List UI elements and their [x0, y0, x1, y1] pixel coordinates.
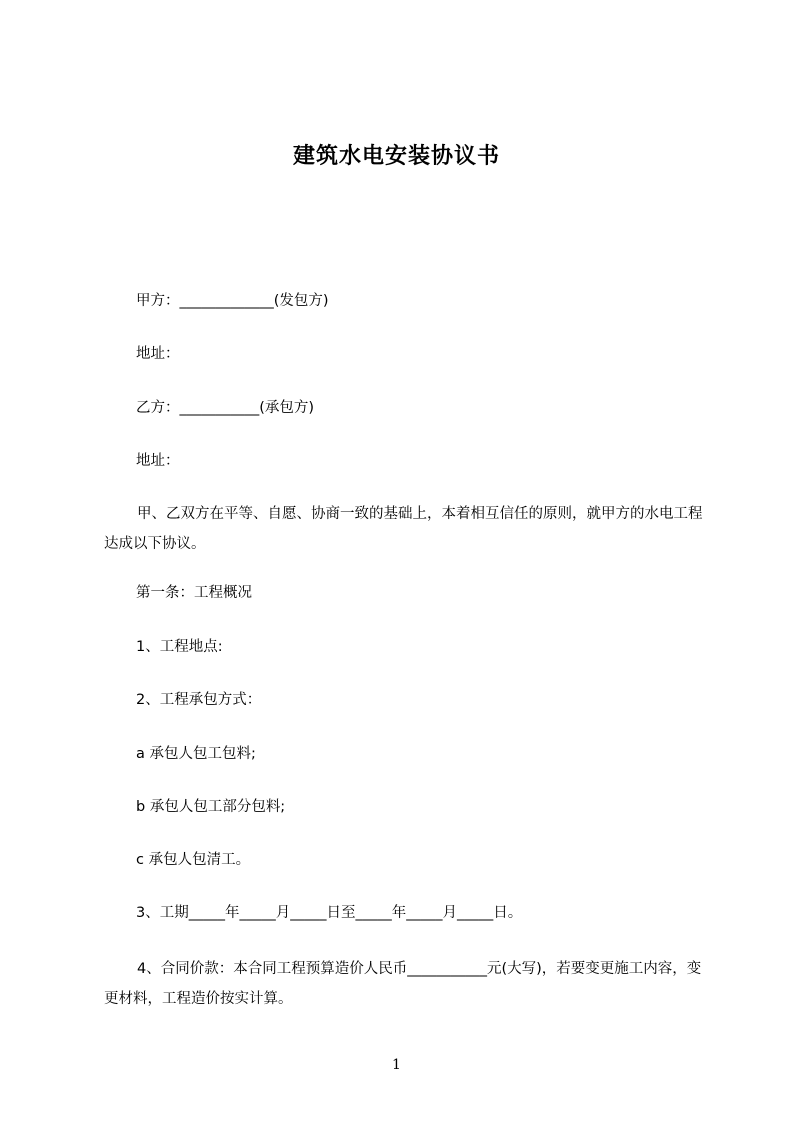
party-b-address-line: 地址：: [136, 453, 180, 469]
party-a-line: 甲方：_____________(发包方): [136, 293, 329, 309]
option-c: c 承包人包清工。: [136, 852, 251, 868]
option-a: a 承包人包工包料;: [136, 746, 256, 762]
item-contract-price: 4、合同价款：本合同工程预算造价人民币___________元(大写)，若要变更施工内容，变更材料，工程造价按实计算。: [104, 961, 702, 1007]
page-number: 1: [392, 1057, 401, 1073]
document-title: 建筑水电安装协议书: [292, 144, 500, 169]
intro-paragraph: 甲、乙双方在平等、自愿、协商一致的基础上，本着相互信任的原则，就甲方的水电工程达成以下协议。: [104, 506, 703, 552]
party-a-address-line: 地址：: [136, 346, 180, 362]
item-contract-method: 2、工程承包方式：: [136, 692, 262, 708]
item-duration: 3、工期_____年_____月_____日至_____年_____月_____日。: [136, 905, 523, 921]
item-location: 1、工程地点:: [136, 639, 223, 655]
option-b: b 承包人包工部分包料;: [136, 799, 286, 815]
article-1-heading: 第一条：工程概况: [136, 585, 252, 601]
party-b-line: 乙方：___________(承包方): [136, 400, 315, 416]
